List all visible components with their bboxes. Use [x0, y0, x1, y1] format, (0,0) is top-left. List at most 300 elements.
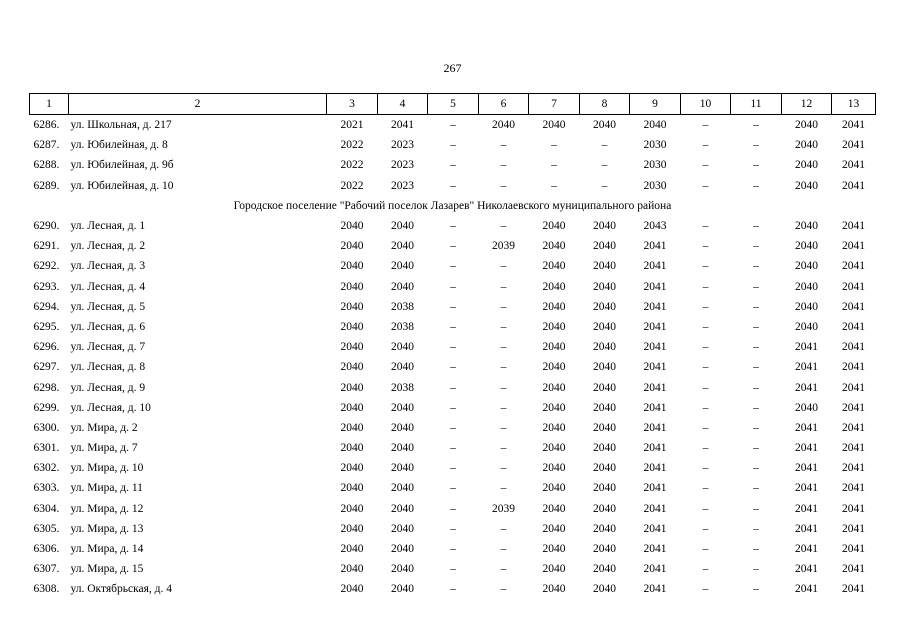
value-cell: – — [450, 482, 456, 495]
column-header-6: 6 — [479, 94, 529, 115]
value-cell: – — [753, 502, 759, 515]
value-cell: 2040 — [593, 583, 616, 596]
table-row — [30, 357, 876, 377]
value-cell: 2040 — [593, 442, 616, 455]
column-header-12: 12 — [782, 94, 832, 115]
value-cell: 2041 — [842, 543, 865, 556]
address-cell: ул. Мира, д. 15 — [70, 563, 144, 576]
value-cell: – — [753, 280, 759, 293]
value-cell: – — [500, 361, 507, 374]
value-cell: – — [601, 179, 608, 192]
value-cell: 2041 — [795, 421, 818, 434]
value-cell: 2040 — [542, 280, 566, 293]
row-number: 6299. — [33, 401, 60, 414]
column-header-10: 10 — [681, 94, 731, 115]
value-cell: 2040 — [542, 543, 566, 556]
row-number: 6301. — [33, 442, 60, 455]
value-cell: – — [500, 583, 507, 596]
row-number: 6307. — [33, 563, 60, 576]
value-cell: 2041 — [643, 502, 667, 515]
address-cell: ул. Мира, д. 7 — [70, 442, 138, 455]
value-cell: 2040 — [391, 583, 414, 596]
table-row — [30, 297, 876, 317]
table-row — [30, 398, 876, 418]
value-cell: – — [551, 159, 557, 172]
value-cell: 2040 — [542, 341, 566, 354]
value-cell: – — [500, 543, 507, 556]
value-cell: – — [450, 159, 456, 172]
value-cell: – — [702, 421, 709, 434]
value-cell: – — [702, 280, 709, 293]
value-cell: 2040 — [340, 502, 364, 515]
value-cell: – — [500, 300, 507, 313]
value-cell: – — [500, 341, 507, 354]
value-cell: – — [702, 119, 709, 132]
value-cell: 2040 — [340, 482, 364, 495]
value-cell: – — [450, 341, 456, 354]
value-cell: – — [500, 421, 507, 434]
row-number: 6290. — [33, 220, 60, 233]
value-cell: – — [702, 543, 709, 556]
value-cell: 2040 — [391, 280, 414, 293]
address-cell: ул. Лесная, д. 10 — [70, 401, 151, 414]
value-cell: 2040 — [391, 421, 414, 434]
value-cell: – — [450, 300, 456, 313]
row-number: 6298. — [33, 381, 60, 394]
value-cell: 2041 — [643, 260, 667, 273]
table-header — [30, 94, 876, 115]
value-cell: – — [450, 522, 456, 535]
value-cell: – — [500, 381, 507, 394]
value-cell: – — [753, 462, 759, 475]
value-cell: – — [753, 341, 759, 354]
value-cell: – — [450, 320, 456, 333]
column-header-7: 7 — [529, 94, 580, 115]
table-row — [30, 155, 876, 175]
value-cell: 2041 — [842, 119, 865, 132]
address-cell: ул. Лесная, д. 8 — [70, 361, 146, 374]
column-header-9: 9 — [630, 94, 681, 115]
value-cell: 2040 — [795, 401, 818, 414]
value-cell: 2023 — [391, 179, 414, 192]
value-cell: 2040 — [593, 240, 616, 253]
value-cell: 2040 — [542, 220, 566, 233]
value-cell: 2040 — [391, 442, 414, 455]
value-cell: 2041 — [842, 320, 865, 333]
value-cell: – — [500, 522, 507, 535]
table-row — [30, 377, 876, 397]
value-cell: 2040 — [593, 260, 616, 273]
table-row — [30, 499, 876, 519]
value-cell: 2041 — [842, 421, 865, 434]
address-cell: ул. Октябрьская, д. 4 — [70, 583, 172, 596]
address-cell: ул. Юбилейная, д. 10 — [70, 179, 174, 192]
table-row — [30, 236, 876, 256]
value-cell: – — [500, 159, 507, 172]
value-cell: 2041 — [842, 260, 865, 273]
address-cell: ул. Мира, д. 12 — [70, 502, 144, 515]
row-number: 6304. — [33, 502, 60, 515]
value-cell: 2040 — [795, 159, 818, 172]
value-cell: 2040 — [340, 522, 364, 535]
value-cell: 2041 — [842, 442, 865, 455]
value-cell: 2040 — [593, 361, 616, 374]
value-cell: 2041 — [842, 462, 865, 475]
address-cell: ул. Лесная, д. 9 — [70, 381, 146, 394]
value-cell: – — [551, 139, 557, 152]
value-cell: 2040 — [795, 320, 818, 333]
value-cell: 2041 — [643, 421, 667, 434]
value-cell: 2041 — [391, 119, 414, 132]
value-cell: 2041 — [643, 442, 667, 455]
value-cell: 2040 — [542, 119, 566, 132]
table-row — [30, 478, 876, 498]
value-cell: 2040 — [542, 502, 566, 515]
value-cell: 2041 — [795, 442, 818, 455]
value-cell: 2041 — [795, 381, 818, 394]
value-cell: 2040 — [795, 220, 818, 233]
value-cell: 2040 — [340, 421, 364, 434]
column-header-3: 3 — [327, 94, 378, 115]
value-cell: 2040 — [795, 119, 818, 132]
table-row — [30, 135, 876, 155]
address-cell: ул. Мира, д. 2 — [70, 421, 138, 434]
value-cell: 2040 — [593, 502, 616, 515]
value-cell: – — [753, 300, 759, 313]
value-cell: 2040 — [391, 563, 414, 576]
row-number: 6287. — [33, 139, 60, 152]
column-header-2: 2 — [69, 94, 327, 115]
value-cell: – — [753, 159, 759, 172]
value-cell: – — [450, 361, 456, 374]
value-cell: 2040 — [542, 361, 566, 374]
value-cell: – — [500, 139, 507, 152]
header-row — [30, 94, 876, 115]
data-table — [29, 93, 876, 600]
value-cell: – — [702, 159, 709, 172]
value-cell: – — [450, 442, 456, 455]
value-cell: – — [702, 442, 709, 455]
row-number: 6305. — [33, 522, 60, 535]
table-row — [30, 216, 876, 236]
value-cell: – — [753, 381, 759, 394]
address-cell: ул. Юбилейная, д. 9б — [70, 159, 174, 172]
value-cell: 2040 — [795, 280, 818, 293]
value-cell: 2041 — [643, 543, 667, 556]
value-cell: – — [753, 543, 759, 556]
value-cell: – — [753, 139, 759, 152]
value-cell: – — [500, 260, 507, 273]
address-cell: ул. Школьная, д. 217 — [70, 119, 172, 132]
value-cell: – — [702, 381, 709, 394]
value-cell: 2040 — [340, 401, 364, 414]
value-cell: 2040 — [340, 442, 364, 455]
value-cell: – — [702, 522, 709, 535]
value-cell: – — [702, 482, 709, 495]
value-cell: – — [702, 139, 709, 152]
value-cell: 2040 — [593, 341, 616, 354]
value-cell: 2040 — [340, 361, 364, 374]
value-cell: 2040 — [492, 119, 515, 132]
value-cell: 2041 — [643, 563, 667, 576]
value-cell: 2040 — [643, 119, 667, 132]
value-cell: 2040 — [593, 563, 616, 576]
row-number: 6303. — [33, 482, 60, 495]
value-cell: 2022 — [340, 139, 364, 152]
value-cell: 2041 — [842, 361, 865, 374]
value-cell: 2041 — [643, 240, 667, 253]
value-cell: – — [702, 563, 709, 576]
value-cell: 2041 — [643, 320, 667, 333]
value-cell: 2041 — [842, 563, 865, 576]
table-row — [30, 256, 876, 276]
value-cell: – — [702, 320, 709, 333]
table-row — [30, 458, 876, 478]
value-cell: – — [753, 179, 759, 192]
address-cell: ул. Лесная, д. 3 — [70, 260, 146, 273]
value-cell: – — [753, 421, 759, 434]
value-cell: 2041 — [643, 522, 667, 535]
value-cell: 2040 — [542, 381, 566, 394]
address-cell: ул. Юбилейная, д. 8 — [70, 139, 168, 152]
value-cell: 2040 — [593, 522, 616, 535]
row-number: 6306. — [33, 543, 60, 556]
address-cell: ул. Лесная, д. 7 — [70, 341, 146, 354]
value-cell: – — [450, 220, 456, 233]
value-cell: – — [753, 240, 759, 253]
value-cell: 2041 — [643, 300, 667, 313]
value-cell: – — [601, 159, 608, 172]
value-cell: 2040 — [391, 240, 414, 253]
address-cell: ул. Лесная, д. 1 — [70, 220, 146, 233]
value-cell: – — [702, 179, 709, 192]
row-number: 6293. — [33, 280, 60, 293]
value-cell: – — [450, 280, 456, 293]
value-cell: 2040 — [593, 381, 616, 394]
value-cell: – — [450, 421, 456, 434]
value-cell: 2040 — [542, 482, 566, 495]
value-cell: 2040 — [391, 220, 414, 233]
value-cell: – — [753, 442, 759, 455]
value-cell: 2041 — [842, 401, 865, 414]
value-cell: 2041 — [795, 361, 818, 374]
value-cell: 2021 — [340, 119, 364, 132]
table-row — [30, 317, 876, 337]
address-cell: ул. Лесная, д. 2 — [70, 240, 146, 253]
value-cell: 2040 — [542, 442, 566, 455]
section-title: Городское поселение "Рабочий поселок Лазарев" Николаевского муниципального района — [233, 199, 672, 212]
row-number: 6286. — [33, 119, 60, 132]
value-cell: 2040 — [340, 563, 364, 576]
value-cell: 2041 — [643, 482, 667, 495]
value-cell: 2040 — [391, 361, 414, 374]
value-cell: 2040 — [391, 260, 414, 273]
table-row — [30, 579, 876, 599]
column-header-5: 5 — [428, 94, 479, 115]
table-row — [30, 438, 876, 458]
value-cell: 2022 — [340, 159, 364, 172]
value-cell: 2030 — [643, 159, 667, 172]
value-cell: – — [702, 220, 709, 233]
value-cell: 2041 — [643, 462, 667, 475]
value-cell: – — [450, 583, 456, 596]
value-cell: 2040 — [542, 401, 566, 414]
value-cell: – — [702, 462, 709, 475]
value-cell: 2030 — [643, 139, 667, 152]
value-cell: 2041 — [842, 159, 865, 172]
value-cell: 2041 — [842, 139, 865, 152]
value-cell: 2040 — [340, 381, 364, 394]
value-cell: – — [450, 240, 456, 253]
value-cell: 2038 — [391, 381, 414, 394]
address-cell: ул. Мира, д. 14 — [70, 543, 144, 556]
section-row — [30, 196, 876, 216]
value-cell: 2040 — [542, 522, 566, 535]
value-cell: 2023 — [391, 139, 414, 152]
value-cell: 2041 — [842, 583, 865, 596]
value-cell: 2040 — [340, 260, 364, 273]
row-number: 6302. — [33, 462, 60, 475]
value-cell: 2040 — [795, 179, 818, 192]
value-cell: 2040 — [593, 462, 616, 475]
value-cell: 2040 — [795, 300, 818, 313]
row-number: 6288. — [33, 159, 60, 172]
value-cell: – — [500, 280, 507, 293]
value-cell: – — [702, 260, 709, 273]
value-cell: 2041 — [842, 482, 865, 495]
address-cell: ул. Мира, д. 13 — [70, 522, 144, 535]
address-cell: ул. Мира, д. 10 — [70, 462, 144, 475]
value-cell: 2023 — [391, 159, 414, 172]
table-body — [30, 115, 876, 600]
value-cell: 2041 — [643, 361, 667, 374]
value-cell: – — [702, 341, 709, 354]
value-cell: – — [753, 220, 759, 233]
value-cell: – — [450, 462, 456, 475]
table-row — [30, 176, 876, 196]
value-cell: – — [450, 139, 456, 152]
value-cell: 2040 — [593, 421, 616, 434]
value-cell: 2041 — [643, 341, 667, 354]
value-cell: – — [753, 583, 759, 596]
value-cell: – — [500, 482, 507, 495]
value-cell: – — [702, 361, 709, 374]
value-cell: – — [500, 401, 507, 414]
table-row — [30, 277, 876, 297]
row-number: 6289. — [33, 179, 60, 192]
address-cell: ул. Лесная, д. 5 — [70, 300, 146, 313]
value-cell: – — [702, 583, 709, 596]
column-header-13: 13 — [832, 94, 876, 115]
value-cell: 2040 — [340, 240, 364, 253]
value-cell: 2040 — [542, 583, 566, 596]
address-cell: ул. Лесная, д. 6 — [70, 320, 146, 333]
value-cell: – — [450, 502, 456, 515]
value-cell: 2040 — [593, 401, 616, 414]
value-cell: 2040 — [542, 240, 566, 253]
value-cell: 2040 — [340, 320, 364, 333]
value-cell: 2040 — [340, 280, 364, 293]
value-cell: 2041 — [842, 280, 865, 293]
value-cell: – — [500, 320, 507, 333]
value-cell: – — [500, 563, 507, 576]
value-cell: 2041 — [643, 583, 667, 596]
value-cell: 2040 — [542, 260, 566, 273]
value-cell: – — [500, 179, 507, 192]
column-header-11: 11 — [731, 94, 782, 115]
table-row — [30, 519, 876, 539]
value-cell: 2041 — [842, 240, 865, 253]
value-cell: 2038 — [391, 300, 414, 313]
address-cell: ул. Лесная, д. 4 — [70, 280, 146, 293]
value-cell: 2041 — [795, 563, 818, 576]
table-row — [30, 115, 876, 136]
value-cell: 2040 — [593, 300, 616, 313]
value-cell: – — [450, 119, 456, 132]
value-cell: 2040 — [542, 563, 566, 576]
value-cell: 2040 — [593, 543, 616, 556]
value-cell: – — [753, 522, 759, 535]
value-cell: 2041 — [842, 341, 865, 354]
value-cell: 2041 — [842, 300, 865, 313]
value-cell: 2040 — [542, 462, 566, 475]
value-cell: 2040 — [340, 583, 364, 596]
value-cell: 2040 — [795, 260, 818, 273]
value-cell: 2040 — [391, 543, 414, 556]
value-cell: – — [753, 563, 759, 576]
table-row — [30, 539, 876, 559]
value-cell: 2040 — [542, 320, 566, 333]
value-cell: 2040 — [391, 462, 414, 475]
value-cell: 2041 — [795, 522, 818, 535]
value-cell: 2041 — [643, 401, 667, 414]
row-number: 6295. — [33, 320, 60, 333]
value-cell: 2040 — [340, 462, 364, 475]
value-cell: 2041 — [842, 502, 865, 515]
row-number: 6294. — [33, 300, 60, 313]
value-cell: 2040 — [593, 280, 616, 293]
value-cell: 2041 — [795, 462, 818, 475]
value-cell: – — [753, 482, 759, 495]
value-cell: – — [702, 502, 709, 515]
value-cell: – — [702, 401, 709, 414]
column-header-1: 1 — [30, 94, 69, 115]
value-cell: 2040 — [391, 502, 414, 515]
value-cell: – — [450, 401, 456, 414]
value-cell: 2040 — [391, 522, 414, 535]
value-cell: 2041 — [842, 522, 865, 535]
value-cell: 2041 — [842, 381, 865, 394]
value-cell: – — [753, 401, 759, 414]
value-cell: – — [753, 260, 759, 273]
value-cell: 2040 — [593, 119, 616, 132]
value-cell: 2039 — [492, 240, 515, 253]
value-cell: – — [450, 381, 456, 394]
value-cell: 2040 — [593, 482, 616, 495]
value-cell: 2040 — [340, 220, 364, 233]
row-number: 6296. — [33, 341, 60, 354]
value-cell: 2041 — [795, 341, 818, 354]
row-number: 6291. — [33, 240, 60, 253]
value-cell: 2041 — [842, 220, 865, 233]
address-cell: ул. Мира, д. 11 — [70, 482, 143, 495]
value-cell: – — [450, 543, 456, 556]
row-number: 6308. — [33, 583, 60, 596]
value-cell: – — [450, 260, 456, 273]
value-cell: – — [753, 320, 759, 333]
value-cell: – — [450, 179, 456, 192]
value-cell: 2040 — [340, 341, 364, 354]
